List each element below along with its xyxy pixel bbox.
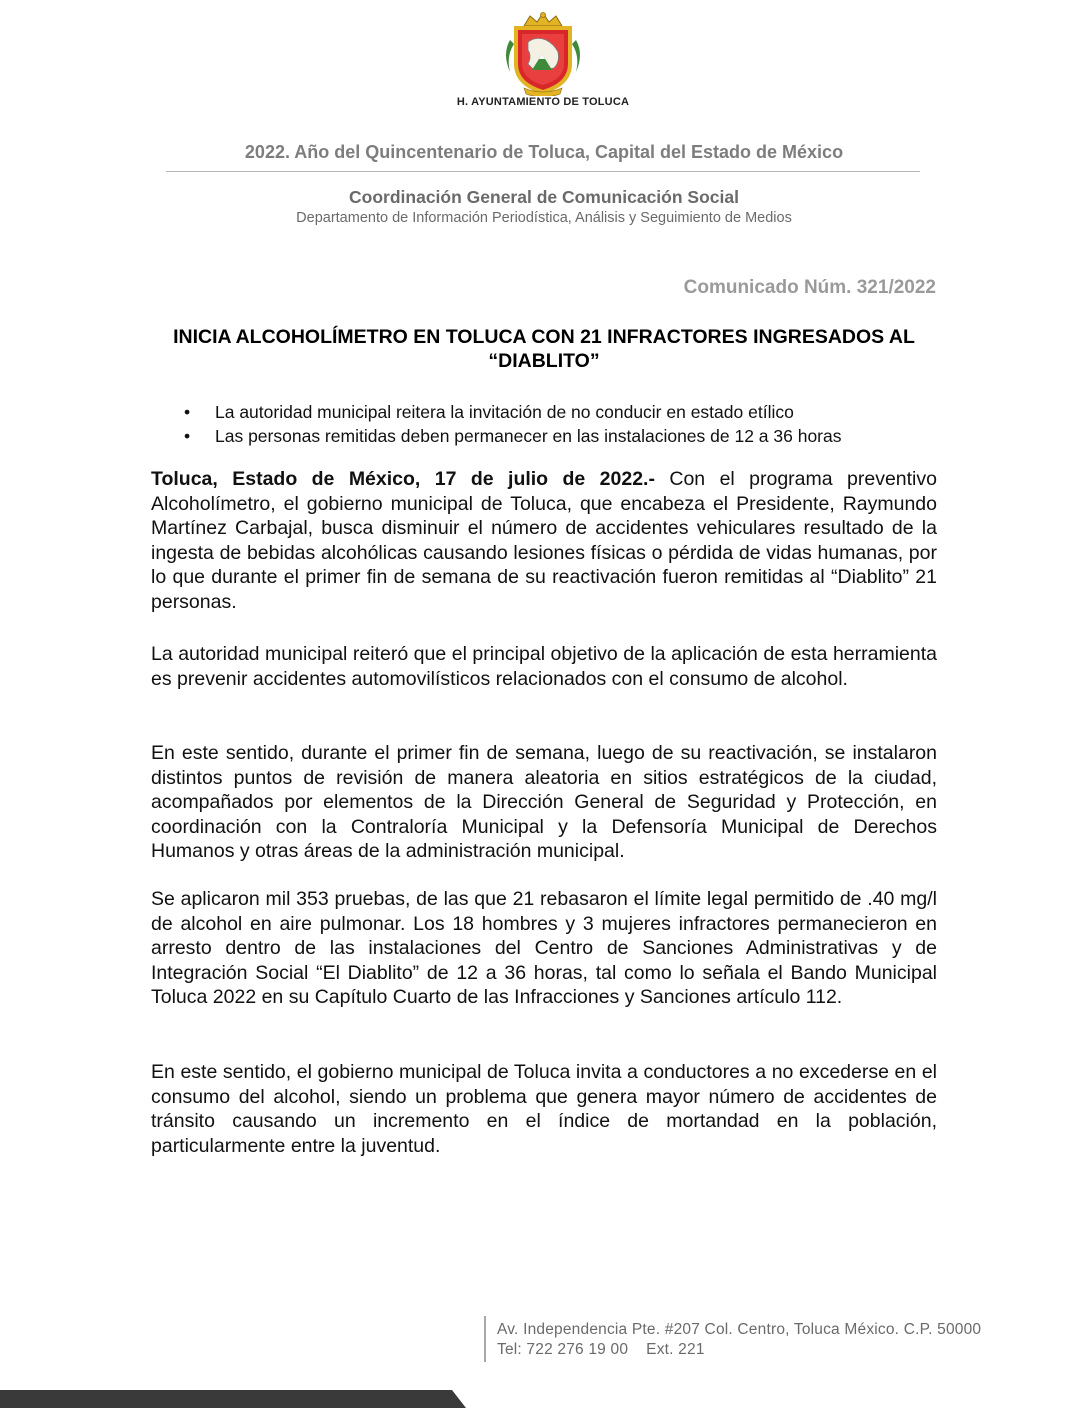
body-paragraph: En este sentido, el gobierno municipal de Toluca invita a conductores a no excederse en el consumo del alcohol, siendo un problema que genera mayor número de accidentes de tránsito causando un incremento en el índice de mortandad en la población, particularmente entre la juventud. [151, 1061, 937, 1157]
headline: INICIA ALCOHOLÍMETRO EN TOLUCA CON 21 INFRACTORES INGRESADOS AL “DIABLITO” [173, 326, 915, 372]
footer-phone: Tel: 722 276 19 00 Ext. 221 [497, 1341, 705, 1358]
body-paragraph: En este sentido, durante el primer fin de semana, luego de su reactivación, se instalaron distintos puntos de revisión de manera aleatoria en sitios estratégicos de la ciudad, acompañados por elementos de la Dirección General de Seguridad y Protección, en coordinación con la Contraloría Municipal y la Defensoría Municipal de Derechos Humanos y otras áreas de la administración municipal. [151, 742, 937, 862]
communique-number: Comunicado Núm. 321/2022 [683, 277, 936, 298]
logo-name: H. AYUNTAMIENTO DE TOLUCA [456, 96, 630, 108]
footer-divider [484, 1316, 486, 1362]
bullet-item [184, 424, 842, 448]
header-divider [166, 171, 920, 172]
bullet-item [184, 400, 842, 424]
bullet-text: La autoridad municipal reitera la invitación de no conducir en estado etílico [215, 402, 794, 422]
department-subtitle: Departamento de Información Periodística, Análisis y Seguimiento de Medios [296, 210, 792, 226]
bullet-icon: • [184, 402, 191, 422]
footer-band [0, 1388, 1088, 1408]
dateline: Toluca, Estado de México, 17 de julio de 2022.- [151, 468, 655, 490]
body-paragraph [151, 467, 937, 614]
paragraph-text: Con el programa preventivo Alcoholímetro, el gobierno municipal de Toluca, que encabeza el Presidente, Raymundo Martínez Carbajal, busca disminuir el número de accidentes vehiculares resultado de la ingesta de bebidas alcohólicas causando lesiones físicas o pérdida de vidas humanas, por lo que durante el primer fin de semana de su reactivación fueron remitidas al “Diablito” 21 personas. [151, 468, 937, 613]
year-motto: 2022. Año del Quincentenario de Toluca, Capital del Estado de México [244, 142, 844, 162]
body-paragraph: Se aplicaron mil 353 pruebas, de las que 21 rebasaron el límite legal permitido de .40 mg/l de alcohol en aire pulmonar. Los 18 hombres y 3 mujeres infractores permanecieron en arresto dentro de las instalaciones del Centro de Sanciones Administrativas y de Integración Social “El Diablito” de 12 a 36 horas, tal como lo señala el Bando Municipal Toluca 2022 en su Capítulo Cuarto de las Infracciones y Sanciones artículo 112. [151, 888, 937, 1008]
summary-bullets [184, 400, 842, 448]
department-title: Coordinación General de Comunicación Social [349, 187, 739, 207]
bullet-icon: • [184, 426, 191, 446]
bullet-text: Las personas remitidas deben permanecer en las instalaciones de 12 a 36 horas [215, 426, 842, 446]
body-paragraph: La autoridad municipal reiteró que el principal objetivo de la aplicación de esta herramienta es prevenir accidentes automovilísticos relacionados con el consumo de alcohol. [151, 643, 937, 690]
footer-address: Av. Independencia Pte. #207 Col. Centro, Toluca México. C.P. 50000 [497, 1321, 982, 1338]
